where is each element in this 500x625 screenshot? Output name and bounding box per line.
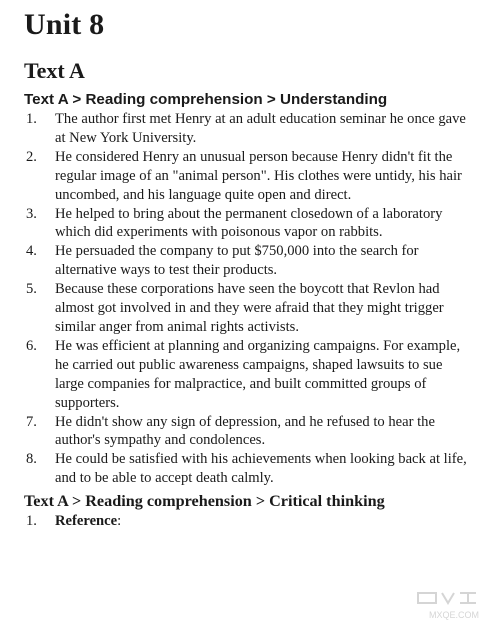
answer-text: Because these corporations have seen the boycott that Revlon had almost got involved in and they were afraid that they might trigger similar anger from animal rights activists.: [55, 281, 444, 335]
answer-number: 5.: [26, 281, 37, 298]
answer-item-3: [24, 205, 474, 243]
answer-number: 7.: [26, 413, 37, 430]
text-title: Text A: [24, 58, 85, 83]
watermark-glyph-2: [442, 593, 454, 603]
answer-text: He was efficient at planning and organizing campaigns. For example, he carried out public awareness campaigns, shaped lawsuits to sue large companies for malpractice, and built committed groups of supporters.: [55, 337, 461, 411]
answer-number: 2.: [26, 148, 37, 165]
answer-item-4: [24, 242, 474, 280]
reference-label: Reference: [55, 513, 118, 530]
answer-text: The author first met Henry at an adult education seminar he once gave at New York University.: [55, 111, 466, 146]
section-heading-critical-thinking: Text A > Reading comprehension > Critical thinking: [24, 492, 385, 511]
answer-item-7: [24, 413, 474, 451]
watermark-logo: [412, 587, 496, 623]
answer-item-2: [24, 148, 474, 205]
answer-text: He didn't show any sign of depression, and he refused to hear the author's sympathy and condolences.: [55, 413, 435, 449]
answer-number: 8.: [26, 451, 37, 468]
answer-text: He could be satisfied with his achievements when looking back at life, and to be able to accept death calmly.: [55, 451, 467, 487]
answer-item-8: [24, 450, 474, 488]
answer-text: He considered Henry an unusual person because Henry didn't fit the regular image of an "animal person". His clothes were untidy, his hair uncombed, and his language quite open and direct.: [55, 148, 462, 203]
answer-number: 4.: [26, 243, 37, 260]
answer-text: He helped to bring about the permanent closedown of a laboratory which did experiments with poisonous vapor on rabbits.: [55, 205, 443, 241]
watermark-glyph-1: [418, 593, 436, 603]
reference-number: 1.: [26, 513, 37, 530]
watermark-text: MXQE.COM: [428, 610, 480, 620]
answer-text: He persuaded the company to put $750,000 into the search for alternative ways to test their products.: [55, 243, 419, 279]
answer-number: 6.: [26, 337, 37, 354]
unit-title: Unit 8: [24, 8, 105, 41]
answer-item-5: [24, 280, 474, 337]
answer-list: [24, 110, 474, 488]
reference-colon: :: [117, 513, 122, 530]
section-heading-understanding: Text A > Reading comprehension > Understanding: [24, 91, 388, 108]
answer-number: 1.: [26, 111, 37, 127]
reference-item: [24, 512, 474, 531]
answer-item-1: [24, 110, 474, 148]
reference-list: [24, 512, 474, 531]
answer-item-6: [24, 337, 474, 413]
answer-number: 3.: [26, 205, 37, 222]
watermark-glyph-3: [460, 593, 476, 603]
